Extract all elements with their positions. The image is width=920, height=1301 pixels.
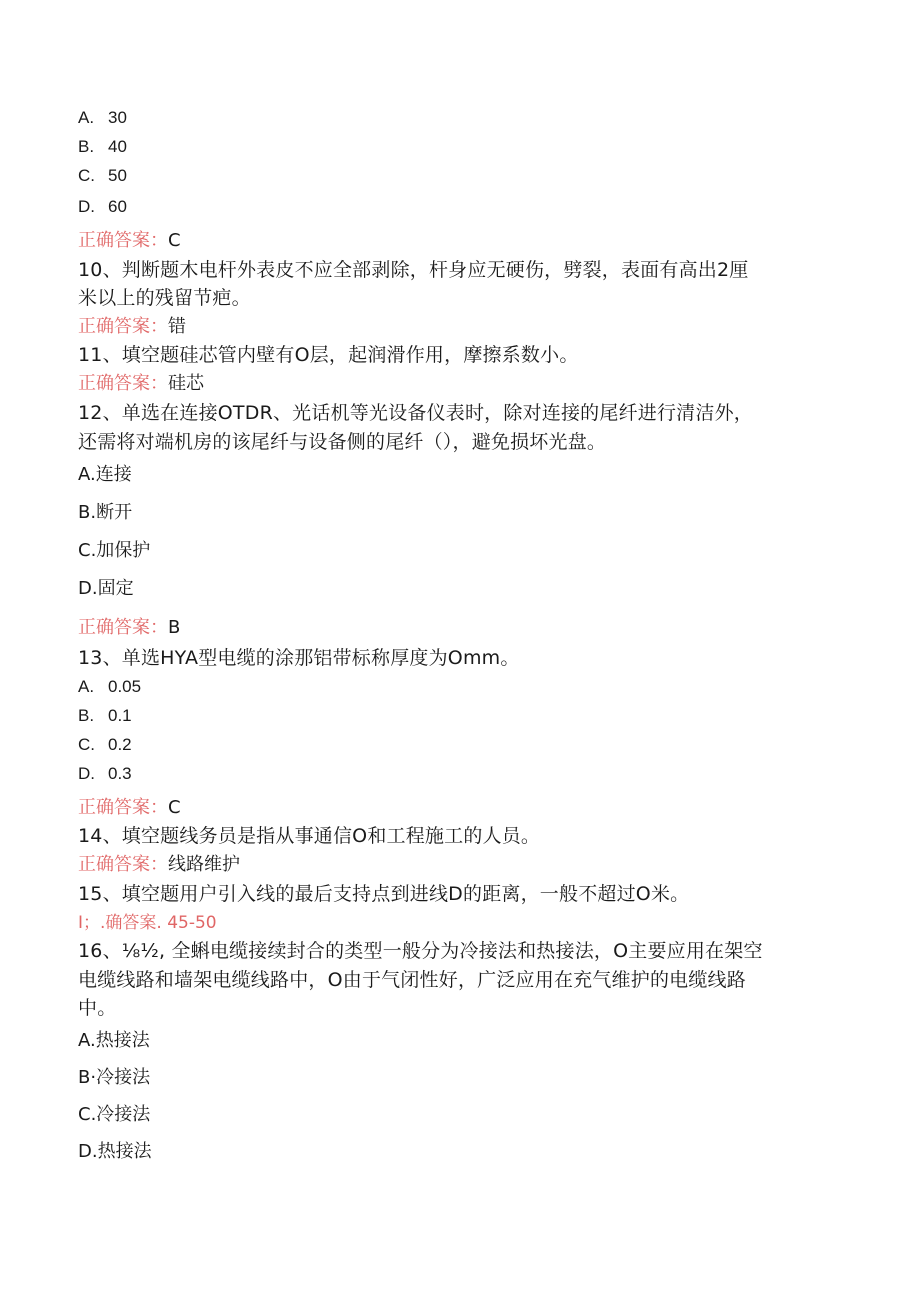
option-text: 0.05 [108, 677, 142, 696]
answer-line [78, 616, 180, 640]
option-letter: C. [78, 735, 95, 754]
option-letter: B. [78, 706, 95, 725]
answer-line [78, 229, 181, 253]
option-text: 50 [108, 166, 127, 185]
option-b: B.断开 [78, 502, 133, 523]
option-text: 40 [108, 137, 127, 156]
option-a: A.热接法 [78, 1030, 150, 1051]
option-d: D.热接法 [78, 1141, 152, 1162]
question-10-line-1: 10、判断题木电杆外表皮不应全部剥除，杆身应无硬伤，劈裂，表面有高出2厘 [78, 259, 749, 281]
option-b [78, 135, 127, 159]
answer-label: 正确答案： [78, 230, 168, 251]
option-b: B·冷接法 [78, 1067, 151, 1088]
answer-line-garbled: I；.确答案. 45-50 [78, 913, 217, 933]
question-16-line-2: 电缆线路和墙架电缆线路中，O由于气闭性好，广泛应用在充气维护的电缆线路 [78, 969, 746, 991]
question-12-line-2: 还需将对端机房的该尾纤与设备侧的尾纤（），避免损坏光盘。 [78, 431, 607, 453]
question-13-line-1: 13、单选HYA型电缆的涂那铝带标称厚度为Omm。 [78, 647, 520, 669]
option-letter: D. [78, 197, 95, 216]
answer-label: 正确答案： [78, 617, 168, 638]
answer-label: 正确答案： [78, 797, 168, 818]
question-12-line-1: 12、单选在连接OTDR、光话机等光设备仪表时，除对连接的尾纤进行清洁外， [78, 402, 753, 424]
option-text: 0.1 [108, 706, 132, 725]
option-d [78, 762, 132, 786]
answer-label: 正确答案： [78, 854, 168, 875]
answer-value: B [168, 617, 181, 638]
answer-line [78, 796, 181, 820]
question-15-line-1: 15、填空题用户引入线的最后支持点到进线D的距离，一般不超过O米。 [78, 883, 690, 905]
option-d [78, 195, 127, 219]
option-d: D.固定 [78, 578, 134, 599]
answer-value: 错 [168, 316, 186, 337]
answer-line [78, 315, 186, 339]
question-14-line-1: 14、填空题线务员是指从事通信O和工程施工的人员。 [78, 825, 541, 847]
answer-value: C [168, 230, 181, 251]
answer-label: 正确答案： [78, 373, 168, 394]
option-text: 0.3 [108, 764, 132, 783]
answer-value: 线路维护 [168, 854, 240, 875]
option-c: C.加保护 [78, 540, 151, 561]
answer-value: C [168, 797, 181, 818]
answer-line [78, 853, 240, 877]
option-c: C.冷接法 [78, 1104, 151, 1125]
option-letter: B. [78, 137, 95, 156]
option-a [78, 675, 141, 699]
option-text: 0.2 [108, 735, 132, 754]
question-11-line-1: 11、填空题硅芯管内壁有O层，起润滑作用，摩擦系数小。 [78, 344, 579, 366]
option-letter: D. [78, 764, 95, 783]
option-text: 30 [108, 108, 127, 127]
option-c [78, 733, 132, 757]
option-c [78, 164, 127, 188]
option-text: 60 [108, 197, 127, 216]
question-16-line-1: 16、⅛½, 全蝌电缆接续封合的类型一般分为冷接法和热接法，O主要应用在架空 [78, 940, 763, 962]
option-letter: A. [78, 677, 95, 696]
option-a: A.连接 [78, 464, 132, 485]
option-b [78, 704, 132, 728]
answer-line [78, 372, 204, 396]
question-16-line-3: 中。 [78, 997, 117, 1019]
question-10-line-2: 米以上的残留节疤。 [78, 287, 251, 309]
option-a [78, 106, 127, 130]
answer-label: 正确答案： [78, 316, 168, 337]
option-letter: C. [78, 166, 95, 185]
answer-value: 硅芯 [168, 373, 204, 394]
option-letter: A. [78, 108, 95, 127]
